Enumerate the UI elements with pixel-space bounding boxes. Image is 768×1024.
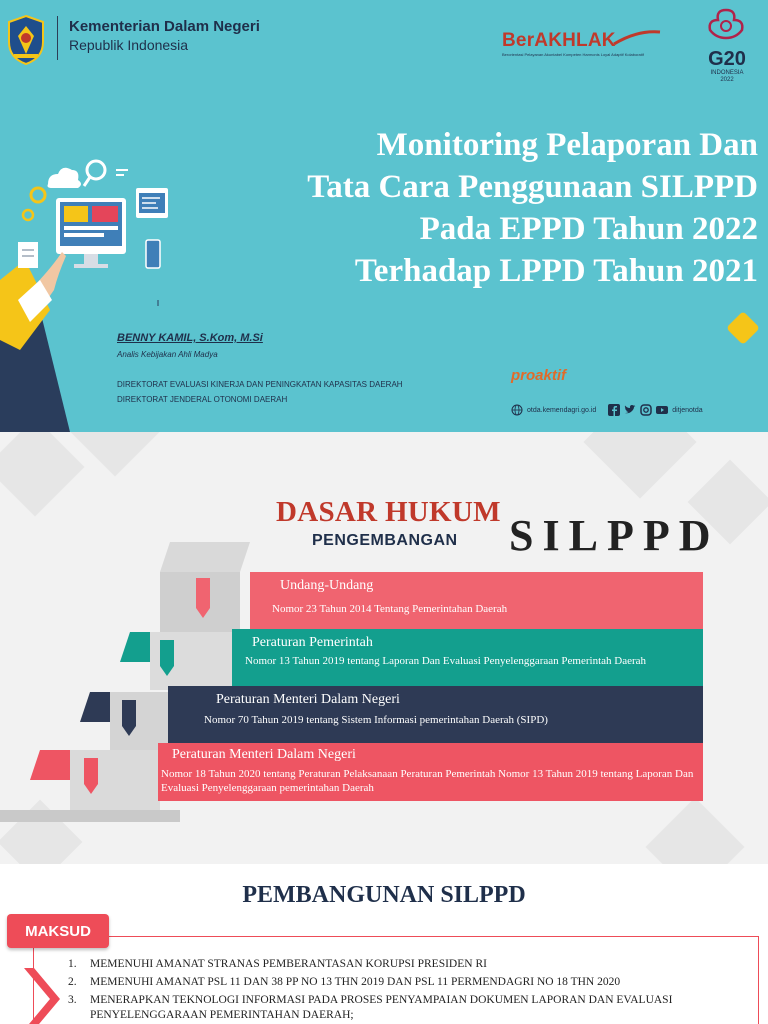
legal-item-desc: Nomor 70 Tahun 2019 tentang Sistem Informasi pemerintahan Daerah (SIPD): [204, 714, 548, 726]
presenter-name: BENNY KAMIL, S.Kom, M.Si: [117, 332, 263, 344]
legal-item-desc: Nomor 23 Tahun 2014 Tentang Pemerintahan Daerah: [272, 603, 508, 615]
purpose-tag: MAKSUD: [7, 914, 109, 948]
list-item-number: 1.: [68, 958, 77, 970]
ministry-logo-icon: [6, 14, 46, 66]
g20-logo: [700, 8, 754, 88]
legal-item-ministerial-regulation: [168, 686, 703, 744]
cover-title: [307, 124, 758, 292]
list-item: [68, 975, 758, 990]
cover-title-line: Pada EPPD Tahun 2022: [419, 211, 758, 247]
section-heading: DASAR HUKUM: [276, 496, 501, 528]
list-item: [68, 993, 758, 1023]
legal-item-desc: Nomor 13 Tahun 2019 tentang Laporan Dan Evaluasi Penyelenggaraan Pemerintah Daerah: [245, 655, 647, 667]
list-item-text: MENERAPKAN TEKNOLOGI INFORMASI PADA PROSES PENYAMPAIAN DOKUMEN LAPORAN DAN EVALUASI PENYELENGGARAAN PEMERINTAHAN DAERAH;: [90, 994, 673, 1021]
legal-item-law: [250, 572, 703, 630]
list-item-number: 2.: [68, 976, 77, 988]
republic-name: Republik Indonesia: [69, 37, 189, 53]
facebook-icon[interactable]: [608, 404, 620, 416]
social-links: [511, 402, 703, 418]
social-handle: ditjenotda: [672, 406, 703, 414]
globe-icon: [511, 404, 523, 416]
legal-item-title: Undang-Undang: [280, 578, 374, 593]
website-link[interactable]: otda.kemendagri.go.id: [527, 406, 597, 414]
cover-title-line: Tata Cara Penggunaan SILPPD: [307, 169, 758, 205]
list-item-text: MEMENUHI AMANAT STRANAS PEMBERANTASAN KORUPSI PRESIDEN RI: [90, 958, 487, 970]
legal-item-title: Peraturan Menteri Dalam Negeri: [216, 692, 400, 707]
chevron-right-icon: [20, 964, 60, 1024]
directorate-general-name: DIREKTORAT JENDERAL OTONOMI DAERAH: [117, 395, 288, 404]
system-name-heading: SILPPD: [509, 511, 720, 560]
instagram-icon[interactable]: [640, 404, 652, 416]
proaktif-wordmark: proaktif: [511, 367, 567, 384]
g20-year: 2022: [720, 77, 734, 83]
section-subheading: PENGEMBANGAN: [312, 532, 458, 549]
berakhlak-tagline: Berorientasi Pelayanan Akuntabel Kompeten Harmonis Loyal Adaptif Kolaboratif: [502, 52, 644, 57]
g20-country: INDONESIA: [710, 70, 744, 76]
development-slide: [0, 864, 768, 1024]
legal-item-title: Peraturan Pemerintah: [252, 635, 373, 650]
youtube-icon[interactable]: [656, 404, 668, 416]
berakhlak-logo: [502, 28, 662, 62]
berakhlak-swoosh-icon: [612, 28, 662, 48]
slide-title: PEMBANGUNAN SILPPD: [242, 882, 526, 908]
directorate-name: DIREKTORAT EVALUASI KINERJA DAN PENINGKATAN KAPASITAS DAERAH: [117, 380, 403, 389]
g20-wordmark: G20: [708, 48, 746, 70]
legal-basis-slide: [0, 432, 768, 864]
proaktif-logo: [511, 363, 603, 393]
berakhlak-wordmark: BerAKHLAK: [502, 30, 616, 51]
list-item-text: MEMENUHI AMANAT PSL 11 DAN 38 PP NO 13 THN 2019 DAN PSL 11 PERMENDAGRI NO 18 THN 2020: [90, 976, 621, 988]
ministry-name: Kementerian Dalam Negeri: [69, 18, 260, 35]
cover-slide: [0, 0, 768, 432]
yellow-diamond-icon: [723, 308, 763, 348]
presenter-role: Analis Kebijakan Ahli Madya: [117, 350, 218, 359]
list-item-number: 3.: [68, 994, 77, 1006]
list-item: [68, 957, 758, 972]
twitter-icon[interactable]: [624, 404, 636, 416]
legal-item-gov-regulation: [232, 629, 703, 687]
header-divider: [57, 16, 58, 60]
cover-title-line: Terhadap LPPD Tahun 2021: [354, 253, 758, 289]
g20-emblem-icon: [706, 8, 746, 48]
legal-item-desc: Nomor 18 Tahun 2020 tentang Peraturan Pelaksanaan Peraturan Pemerintah Nomor 13 Tahun 2019 tentang Laporan Dan Evaluasi Penyelenggaraan pemerintahan Daerah: [161, 768, 694, 794]
legal-item-ministerial-regulation: [158, 743, 703, 801]
cover-title-line: Monitoring Pelaporan Dan: [376, 127, 758, 163]
purpose-list: [68, 957, 758, 1024]
legal-item-title: Peraturan Menteri Dalam Negeri: [172, 747, 356, 762]
